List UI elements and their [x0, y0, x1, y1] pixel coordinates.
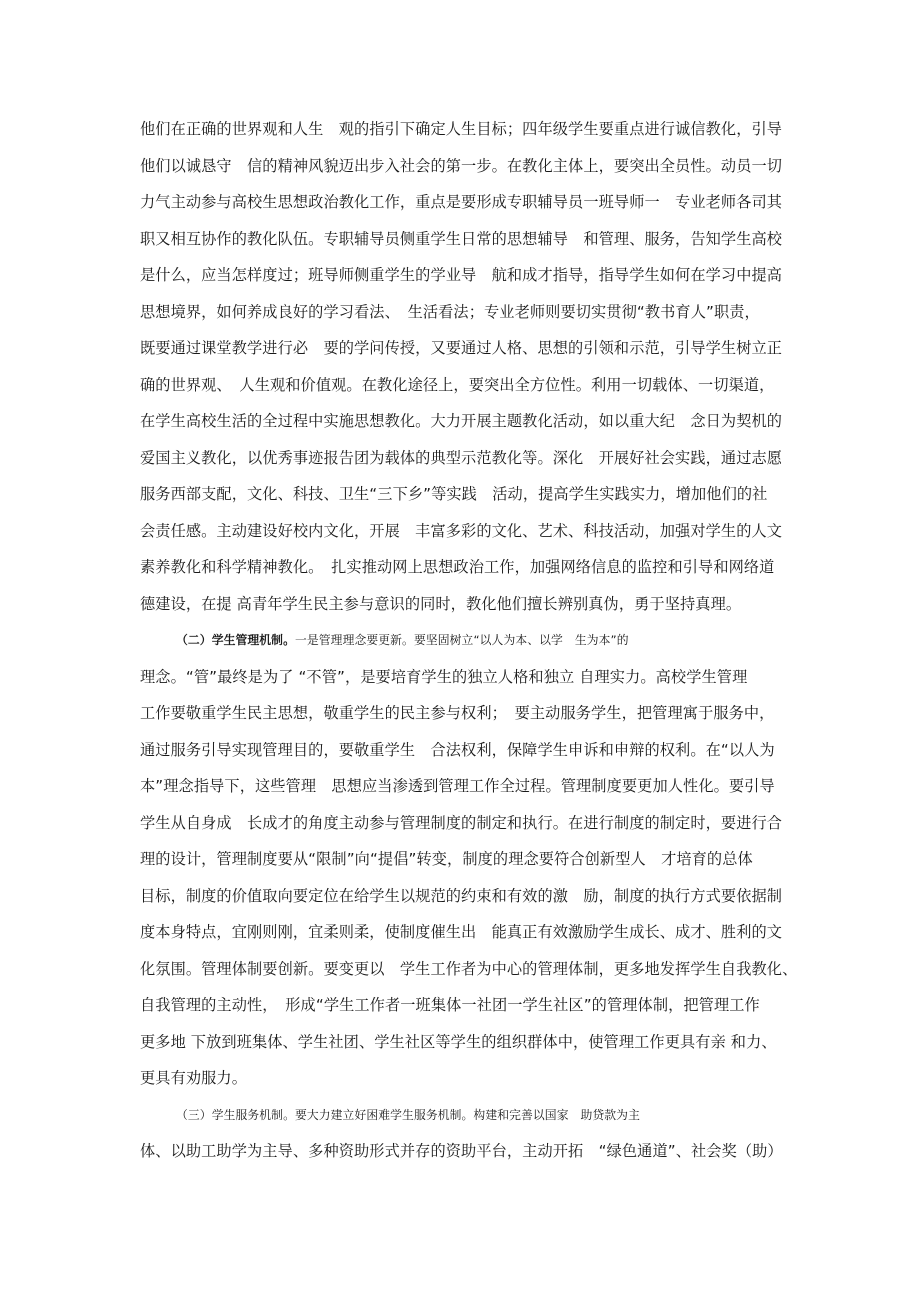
text-line: 服务西部支配，文化、科技、卫生“三下乡”等实践 活动，提高学生实践实力，增加他们的社	[140, 485, 768, 503]
text-line: 学生从自身成 长成才的角度主动参与管理制度的制定和执行。在进行制度的制定时，要进行合	[140, 814, 783, 832]
text-line: 更多地 下放到班集体、学生社团、学生社区等学生的组织群体中，使管理工作更具有亲 和力、	[140, 1033, 777, 1051]
text-line: 度本身特点，宜刚则刚，宜柔则柔，使制度催生出 能真正有效激励学生成长、成才、胜利的文	[140, 923, 783, 941]
paragraph-first-line: （三）学生服务机制。要大力建立好困难学生服务机制。构建和完善以国家 助贷款为主	[176, 1108, 640, 1122]
text-line: 思想境界，如何养成良好的学习看法、 生活看法；专业老师则要切实贯彻“教书育人”职责，	[140, 303, 760, 321]
text-line: 体、以助工助学为主导、多种资助形式并存的资助平台，主动开拓 “绿色通道”、社会奖（助）	[140, 1142, 783, 1160]
text-line: 力气主动参与高校生思想政治教化工作，重点是要形成专职辅导员一班导师一 专业老师各司其	[140, 193, 783, 211]
text-line: 通过服务引导实现管理目的，要敬重学生 合法权利，保障学生申诉和申辩的权利。在“以人为	[140, 741, 775, 759]
text-line: 自我管理的主动性， 形成“学生工作者一班集体一社团一学生社区”的管理体制，把管理工作	[140, 996, 760, 1014]
section-heading: （二）学生管理机制。	[176, 633, 295, 647]
text-line: 素养教化和科学精神教化。 扎实推动网上思想政治工作，加强网络信息的监控和引导和网络道	[140, 558, 775, 576]
text-line: 工作要敬重学生民主思想，敬重学生的民主参与权利； 要主动服务学生，把管理寓于服务中，	[140, 704, 775, 722]
text-line: 是什么，应当怎样度过；班导师侧重学生的学业导 航和成才指导，指导学生如何在学习中提高	[140, 266, 783, 284]
text-line: 目标，制度的价值取向要定位在给学生以规范的约束和有效的激 励，制度的执行方式要依据制	[140, 887, 783, 905]
text-line: 会责任感。主动建设好校内文化，开展 丰富多彩的文化、艺术、科技活动，加强对学生的人文	[140, 522, 783, 540]
text-line: 本”理念指导下，这些管理 思想应当渗透到管理工作全过程。管理制度要更加人性化。要引导	[140, 777, 775, 795]
text-fragment: 一是管理理念要更新。要坚固树立“以人为本、以学 生为本”的	[294, 633, 629, 647]
text-line: 德建设，在提 高青年学生民主参与意识的同时，教化他们擅长辨别真伪，勇于坚持真理。	[140, 595, 742, 613]
paragraph-first-line	[176, 630, 836, 650]
text-line: 理的设计，管理制度要从“限制”向“提倡”转变，制度的理念要符合创新型人 才培育的总体	[140, 850, 753, 868]
text-line: 理念。“管”最终是为了 “不管”，是要培育学生的独立人格和独立 自理实力。高校学生管理	[140, 668, 748, 686]
text-line: 在学生高校生活的全过程中实施思想教化。大力开展主题教化活动，如以重大纪 念日为契机的	[140, 412, 783, 430]
text-line: 他们以诚恳守 信的精神风貌迈出步入社会的第一步。在教化主体上，要突出全员性。动员一切	[140, 157, 783, 175]
text-line: 确的世界观、 人生观和价值观。在教化途径上，要突出全方位性。利用一切载体、一切渠道，	[140, 376, 775, 394]
text-line: 更具有劝服力。	[140, 1069, 248, 1087]
text-line: 化氛围。管理体制要创新。要变更以 学生工作者为中心的管理体制，更多地发挥学生自我教化、	[140, 960, 798, 978]
text-line: 他们在正确的世界观和人生 观的指引下确定人生目标；四年级学生要重点进行诚信教化，引导	[140, 120, 783, 138]
text-line: 职又相互协作的教化队伍。专职辅导员侧重学生日常的思想辅导 和管理、服务，告知学生高校	[140, 230, 783, 248]
text-line: 爱国主义教化，以优秀事迹报告团为载体的典型示范教化等。深化 开展好社会实践，通过志愿	[140, 449, 783, 467]
text-line: 既要通过课堂教学进行必 要的学问传授，又要通过人格、思想的引领和示范，引导学生树立正	[140, 339, 783, 357]
